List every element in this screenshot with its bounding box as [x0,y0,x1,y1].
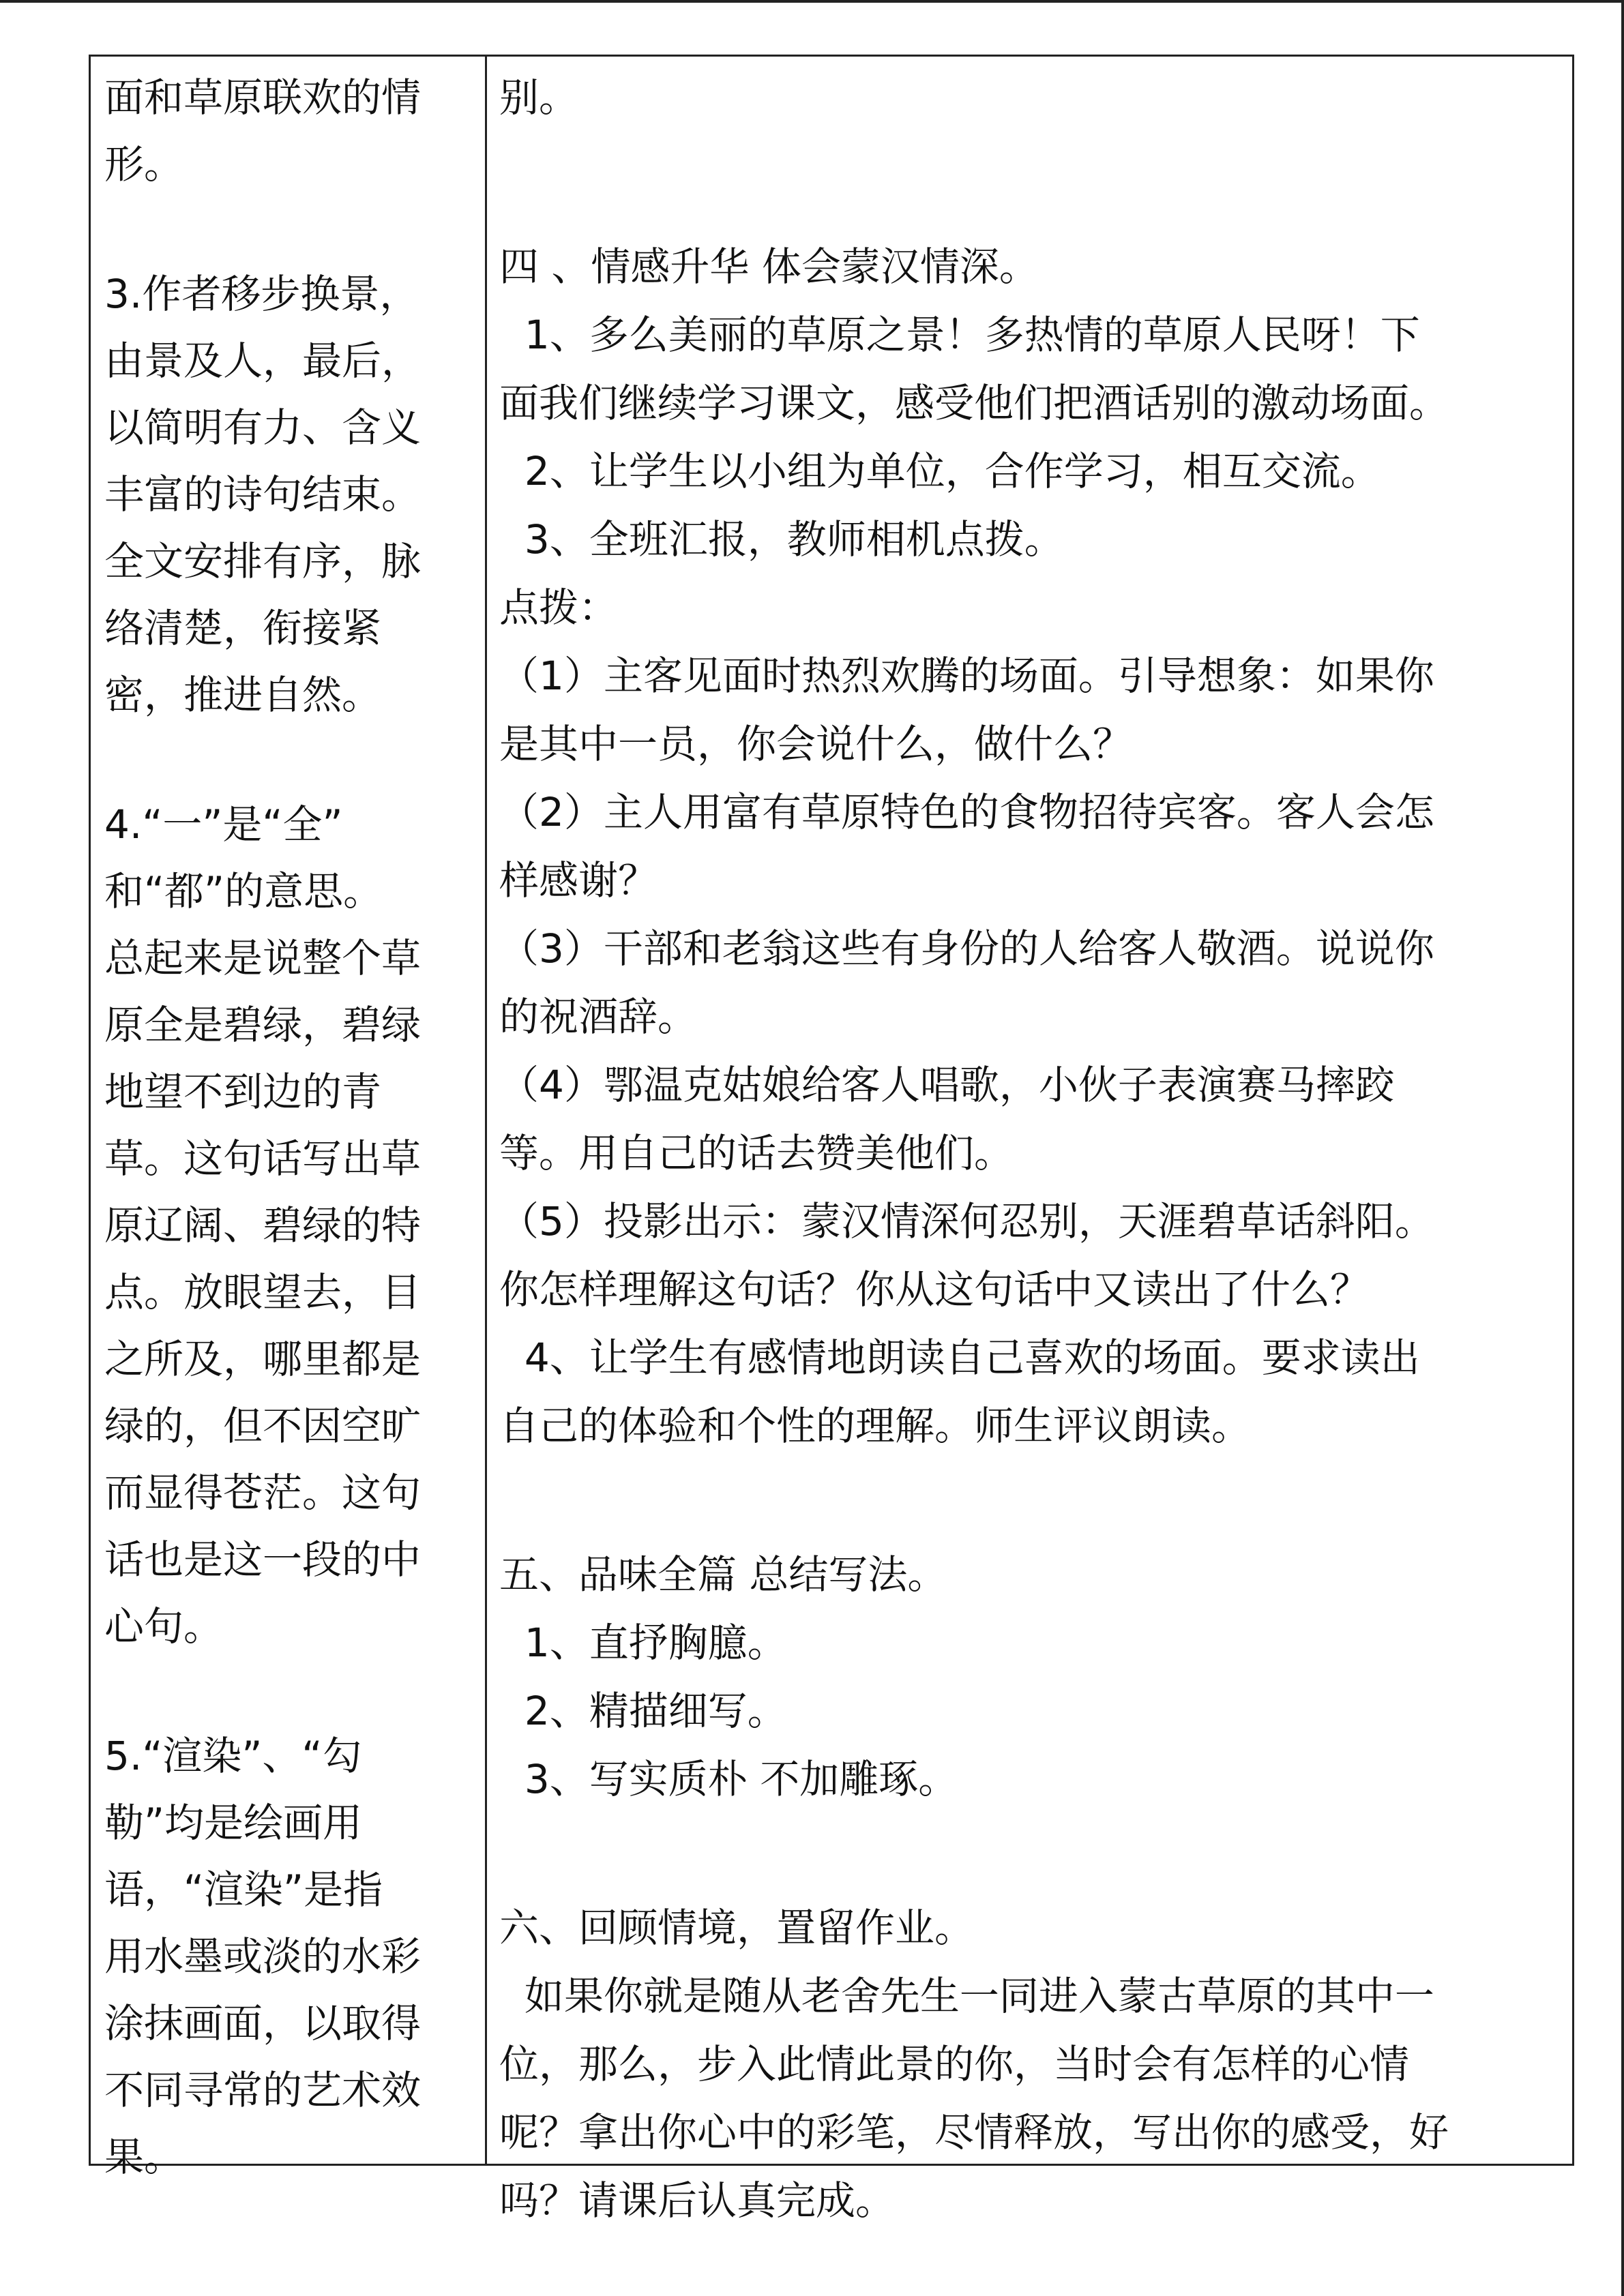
notes-line: 密，推进自然。 [104,672,382,718]
notes-line: 草。这句话写出草 [104,1135,422,1182]
process-line: 2、让学生以小组为单位，合作学习，相互交流。 [499,448,1381,494]
process-line: （1）主客见面时热烈欢腾的场面。引导想象：如果你 [499,653,1434,699]
notes-line: 心句。 [104,1603,224,1650]
notes-line: 络清楚，衔接紧 [104,605,382,651]
process-line: 五、品味全篇 总结写法。 [499,1551,947,1598]
process-line: 的祝酒辞。 [499,994,698,1040]
process-line: 3、写实质朴 不加雕琢。 [499,1756,958,1802]
notes-line: 丰富的诗句结束。 [104,471,422,518]
process-line: 自己的体验和个性的理解。师生评议朗读。 [499,1403,1252,1449]
lesson-plan-table [89,55,1574,2224]
process-line: 等。用自己的话去赞美他们。 [499,1130,1014,1176]
notes-line: 原辽阔、碧绿的特 [104,1202,422,1249]
notes-line: 果。 [104,2134,184,2180]
notes-line: 之所及，哪里都是 [104,1336,422,1382]
teaching-process-column [487,57,1572,2224]
process-line: 呢？拿出你心中的彩笔，尽情释放，写出你的感受，好 [499,2109,1449,2156]
notes-line: 总起来是说整个草 [104,935,422,981]
process-line: （4）鄂温克姑娘给客人唱歌，小伙子表演赛马摔跤 [499,1062,1395,1108]
process-line: 四 、情感升华 体会蒙汉情深。 [499,243,1039,290]
notes-line: 原全是碧绿，碧绿 [104,1002,422,1048]
process-line: 位，那么，步入此情此景的你，当时会有怎样的心情 [499,2041,1410,2087]
process-line: 你怎样理解这句话？你从这句话中又读出了什么？ [499,1266,1370,1313]
notes-line: 以简明有力、含义 [104,404,422,451]
notes-line: 全文安排有序，脉 [104,538,422,584]
notes-line: 4.“一”是“全” [104,801,343,848]
notes-line: 用水墨或淡的水彩 [104,1933,422,1980]
process-line: 1、直抒胸臆。 [499,1620,787,1666]
page-right-border [1621,0,1624,2296]
process-line: 2、精描细写。 [499,1688,787,1734]
notes-column [91,57,485,2180]
process-line: 点拨： [499,584,619,631]
notes-line: 3.作者移步换景， [104,271,419,317]
process-line: 是其中一员，你会说什么，做什么？ [499,721,1133,767]
notes-line: 和“都”的意思。 [104,868,383,914]
process-line: （2）主人用富有草原特色的食物招待宾客。客人会怎 [499,789,1434,835]
process-line: 3、全班汇报，教师相机点拨。 [499,516,1064,563]
notes-line: 5.“渲染”、“勾 [104,1733,362,1779]
notes-line: 点。放眼望去，目 [104,1269,422,1315]
notes-line: 绿的，但不因空旷 [104,1403,422,1449]
process-line: 面我们继续学习课文，感受他们把酒话别的激动场面。 [499,380,1449,426]
process-line: 4、让学生有感情地朗读自己喜欢的场面。要求读出 [499,1335,1420,1381]
notes-line: 涂抹画面，以取得 [104,2000,422,2046]
process-line: 别。 [499,74,579,121]
process-line: （5）投影出示：蒙汉情深何忍别，天涯碧草话斜阳。 [499,1198,1434,1244]
process-line: 如果你就是随从老舍先生一同进入蒙古草原的其中一 [499,1973,1434,2019]
notes-line: 不同寻常的艺术效 [104,2067,422,2113]
process-line: 样感谢？ [499,857,658,904]
notes-line: 勒”均是绘画用 [104,1800,363,1846]
page-top-border [0,0,1624,3]
notes-line: 形。 [104,141,184,188]
notes-line: 面和草原联欢的情 [104,74,422,121]
notes-line: 语，“渲染”是指 [104,1866,383,1913]
process-line: （3）干部和老翁这些有身份的人给客人敬酒。说说你 [499,925,1434,972]
notes-line: 由景及人，最后， [104,338,422,384]
process-line: 1、多么美丽的草原之景！多热情的草原人民呀！下 [499,312,1420,358]
process-line: 吗？请课后认真完成。 [499,2177,896,2224]
notes-line: 话也是这一段的中 [104,1536,422,1583]
notes-line: 地望不到边的青 [104,1069,382,1115]
process-line: 六、回顾情境，置留作业。 [499,1905,975,1951]
notes-line: 而显得苍茫。这句 [104,1470,422,1516]
